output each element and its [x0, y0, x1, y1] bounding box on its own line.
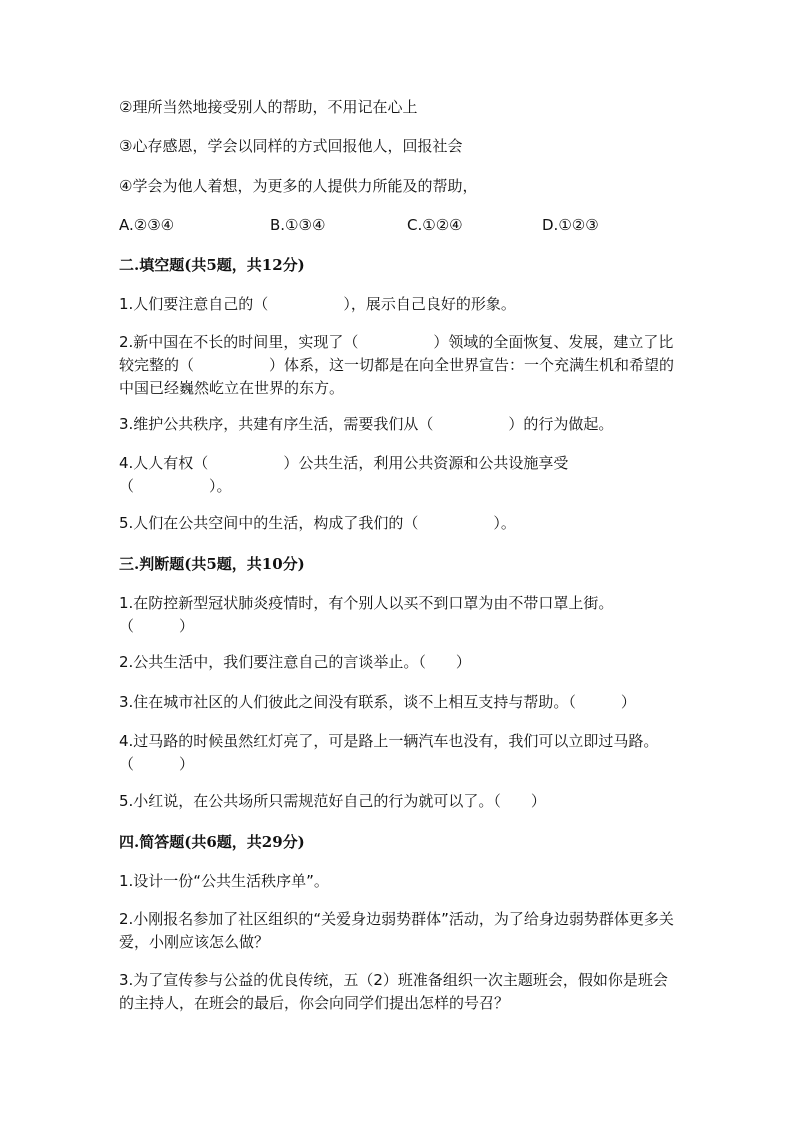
fill-blank-question-5: 5.人们在公共空间中的生活，构成了我们的（ ）。 [119, 514, 516, 532]
fill-blank-question-3: 3.维护公共秩序，共建有序生活，需要我们从（ ）的行为做起。 [119, 415, 614, 433]
choice-item-3: ③心存感恩，学会以同样的方式回报他人，回报社会 [119, 137, 463, 155]
fill-blank-question-1: 1.人们要注意自己的（ ），展示自己良好的形象。 [119, 295, 516, 313]
true-false-question-2: 2.公共生活中，我们要注意自己的言谈举止。（ ） [119, 653, 471, 671]
option-a: A.②③④ [119, 216, 175, 234]
short-answer-question-3: 3.为了宣传参与公益的优良传统，五（2）班准备组织一次主题班会，假如你是班会的主持人，在班会的最后，你会向同学们提出怎样的号召？ [119, 971, 668, 1012]
fill-blank-question-2: 2.新中国在不长的时间里，实现了（ ）领域的全面恢复、发展，建立了比较完整的（ ）体系，这一切都是在向全世界宣告：一个充满生机和希望的中国已经巍然屹立在世界的东方。 [119, 333, 675, 397]
choice-item-4: ④学会为他人着想，为更多的人提供力所能及的帮助， [119, 177, 478, 195]
option-d: D.①②③ [542, 216, 599, 234]
true-false-question-3: 3.住在城市社区的人们彼此之间没有联系，谈不上相互支持与帮助。（ ） [119, 693, 636, 711]
fill-blank-question-4: 4.人人有权（ ）公共生活，利用公共资源和公共设施享受（ ）。 [119, 454, 569, 495]
section-title-short-answer: 四.简答题(共6题，共29分) [119, 833, 305, 851]
true-false-question-1: 1.在防控新型冠状肺炎疫情时，有个别人以买不到口罩为由不带口罩上街。（ ） [119, 594, 614, 635]
section-title-fill-blank: 二.填空题(共5题，共12分) [119, 256, 305, 274]
section-title-true-false: 三.判断题(共5题，共10分) [119, 555, 305, 573]
option-c: C.①②④ [407, 216, 463, 234]
option-b: B.①③④ [270, 216, 326, 234]
short-answer-question-1: 1.设计一份“公共生活秩序单”。 [119, 872, 329, 890]
true-false-question-5: 5.小红说，在公共场所只需规范好自己的行为就可以了。（ ） [119, 792, 546, 810]
short-answer-question-2: 2.小刚报名参加了社区组织的“关爱身边弱势群体”活动，为了给身边弱势群体更多关爱，小刚应该怎么做？ [119, 910, 674, 951]
choice-item-2: ②理所当然地接受别人的帮助，不用记在心上 [119, 98, 418, 116]
true-false-question-4: 4.过马路的时候虽然红灯亮了，可是路上一辆汽车也没有，我们可以立即过马路。（ ） [119, 732, 659, 773]
